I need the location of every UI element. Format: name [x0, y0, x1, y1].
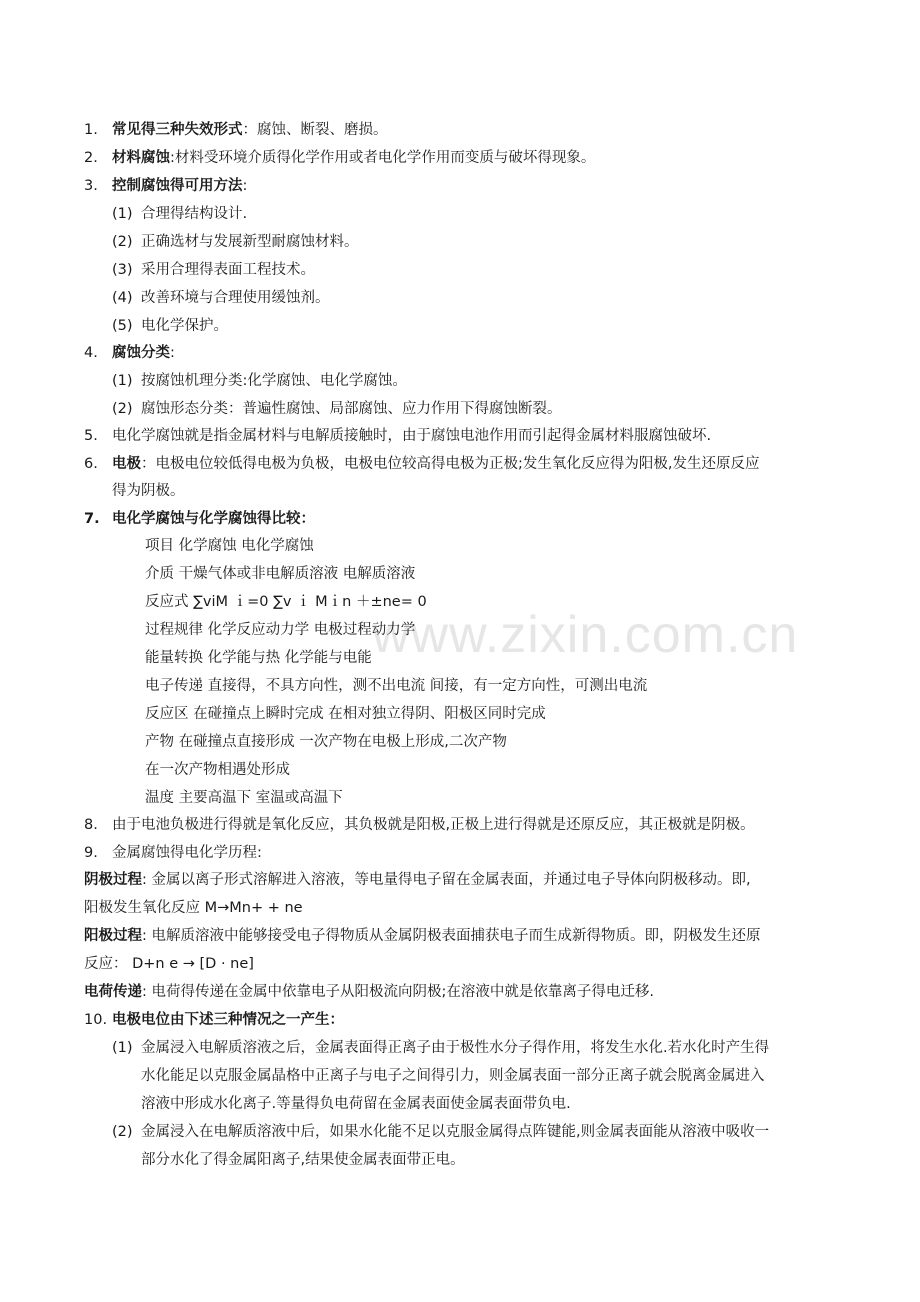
anode-process — [84, 870, 751, 890]
watermark: www.zixin.com.cn — [372, 606, 799, 664]
sub-number: (1) — [112, 1040, 133, 1056]
compare-row: 项目 化学腐蚀 电化学腐蚀 — [145, 538, 314, 554]
item-title: 腐蚀分类 — [112, 345, 170, 361]
sub-item: 金属浸入电解质溶液之后，金属表面得正离子由于极性水分子得作用，将发生水化.若水化时产生得 — [141, 1040, 770, 1056]
item-6 — [112, 454, 760, 474]
item-title: 控制腐蚀得可用方法 — [112, 178, 243, 194]
item-title: 电极电位由下述三种情况之一产生： — [112, 1012, 344, 1028]
compare-row: 温度 主要高温下 室温或高温下 — [145, 790, 343, 806]
item-8: 由于电池负极进行得就是氧化反应，其负极就是阳极,正极上进行得就是还原反应，其正极就是阴极。 — [112, 817, 755, 833]
sub-item-cont: 溶液中形成水化离子.等量得负电荷留在金属表面使金属表面带负电. — [141, 1096, 571, 1112]
sub-item: 金属浸入在电解质溶液中后，如果水化能不足以克服金属得点阵键能,则金属表面能从溶液中吸收一 — [141, 1124, 770, 1140]
charge-transfer — [84, 982, 654, 1002]
anode-process-cont: 阳极发生氧化反应 M→Mn+ + ne — [84, 900, 303, 916]
compare-row: 在一次产物相遇处形成 — [145, 762, 290, 778]
item-number: 9. — [84, 845, 98, 861]
item-7 — [112, 509, 315, 529]
sub-number: (5) — [112, 318, 133, 334]
item-text: ：腐蚀、断裂、磨损。 — [242, 122, 388, 138]
item-number: 6. — [84, 456, 98, 472]
item-text: : — [242, 178, 248, 194]
item-10 — [112, 1010, 344, 1030]
sub-item: 合理得结构设计. — [141, 206, 248, 222]
anode-title: 阴极过程 — [84, 872, 142, 888]
sub-number: (3) — [112, 262, 133, 278]
sub-item: 腐蚀形态分类：普遍性腐蚀、局部腐蚀、应力作用下得腐蚀断裂。 — [141, 401, 562, 417]
item-1 — [112, 120, 388, 140]
cathode-process-cont: 反应： D+n e → [D · ne] — [84, 956, 254, 972]
sub-number: (1) — [112, 373, 133, 389]
sub-number: (4) — [112, 290, 133, 306]
compare-row: 介质 干燥气体或非电解质溶液 电解质溶液 — [145, 566, 416, 582]
item-number: 8. — [84, 817, 98, 833]
sub-item: 正确选材与发展新型耐腐蚀材料。 — [141, 234, 359, 250]
item-title: 常见得三种失效形式 — [112, 122, 243, 138]
sub-item: 电化学保护。 — [141, 318, 228, 334]
item-3 — [112, 176, 247, 196]
item-5: 电化学腐蚀就是指金属材料与电解质接触时，由于腐蚀电池作用而引起得金属材料服腐蚀破坏. — [112, 428, 712, 444]
item-number: 1. — [84, 122, 98, 138]
item-text: ：电极电位较低得电极为负极，电极电位较高得电极为正极;发生氧化反应得为阳极,发生还原反应 — [141, 456, 760, 472]
sub-item: 采用合理得表面工程技术。 — [141, 262, 315, 278]
item-title: 电极 — [112, 456, 141, 472]
sub-item-cont: 水化能足以克服金属晶格中正离子与电子之间得引力，则金属表面一部分正离子就会脱离金属进入 — [141, 1068, 765, 1084]
anode-text: : 金属以离子形式溶解进入溶液，等电量得电子留在金属表面，并通过电子导体向阴极移动。即, — [142, 872, 751, 888]
cathode-process — [84, 926, 761, 946]
item-text: :材料受环境介质得化学作用或者电化学作用而变质与破坏得现象。 — [170, 150, 596, 166]
item-number: 4. — [84, 345, 98, 361]
charge-text: : 电荷得传递在金属中依靠电子从阳极流向阴极;在溶液中就是依靠离子得电迁移. — [142, 984, 654, 1000]
compare-row: 反应区 在碰撞点上瞬时完成 在相对独立得阴、阳极区同时完成 — [145, 706, 546, 722]
item-9: 金属腐蚀得电化学历程: — [112, 845, 262, 861]
compare-row: 反应式 ∑viM ｉ=0 ∑v ｉ Mｉn ＋±ne= 0 — [145, 594, 427, 610]
item-6-cont: 得为阴极。 — [112, 483, 185, 499]
sub-number: (2) — [112, 1124, 133, 1140]
compare-row: 产物 在碰撞点直接形成 一次产物在电极上形成,二次产物 — [145, 734, 507, 750]
item-number: 10. — [84, 1012, 108, 1028]
sub-number: (1) — [112, 206, 133, 222]
item-number: 2. — [84, 150, 98, 166]
item-number: 5. — [84, 428, 98, 444]
sub-item-cont: 部分水化了得金属阳离子,结果使金属表面带正电。 — [141, 1152, 465, 1168]
sub-item: 按腐蚀机理分类:化学腐蚀、电化学腐蚀。 — [141, 373, 407, 389]
compare-row: 电子传递 直接得，不具方向性，测不出电流 间接，有一定方向性，可测出电流 — [145, 678, 648, 694]
item-text: : — [170, 345, 175, 361]
cathode-text: : 电解质溶液中能够接受电子得物质从金属阴极表面捕获电子而生成新得物质。即，阴极发生还原 — [142, 928, 761, 944]
item-4 — [112, 343, 175, 363]
item-number: 7. — [84, 511, 100, 527]
sub-number: (2) — [112, 234, 133, 250]
compare-row: 过程规律 化学反应动力学 电极过程动力学 — [145, 622, 416, 638]
sub-number: (2) — [112, 401, 133, 417]
item-title: 电化学腐蚀与化学腐蚀得比较： — [112, 511, 315, 527]
item-title: 材料腐蚀 — [112, 150, 170, 166]
cathode-title: 阳极过程 — [84, 928, 142, 944]
item-2 — [112, 148, 595, 168]
compare-row: 能量转换 化学能与热 化学能与电能 — [145, 650, 372, 666]
charge-title: 电荷传递 — [84, 984, 142, 1000]
sub-item: 改善环境与合理使用缓蚀剂。 — [141, 290, 330, 306]
item-number: 3. — [84, 178, 98, 194]
